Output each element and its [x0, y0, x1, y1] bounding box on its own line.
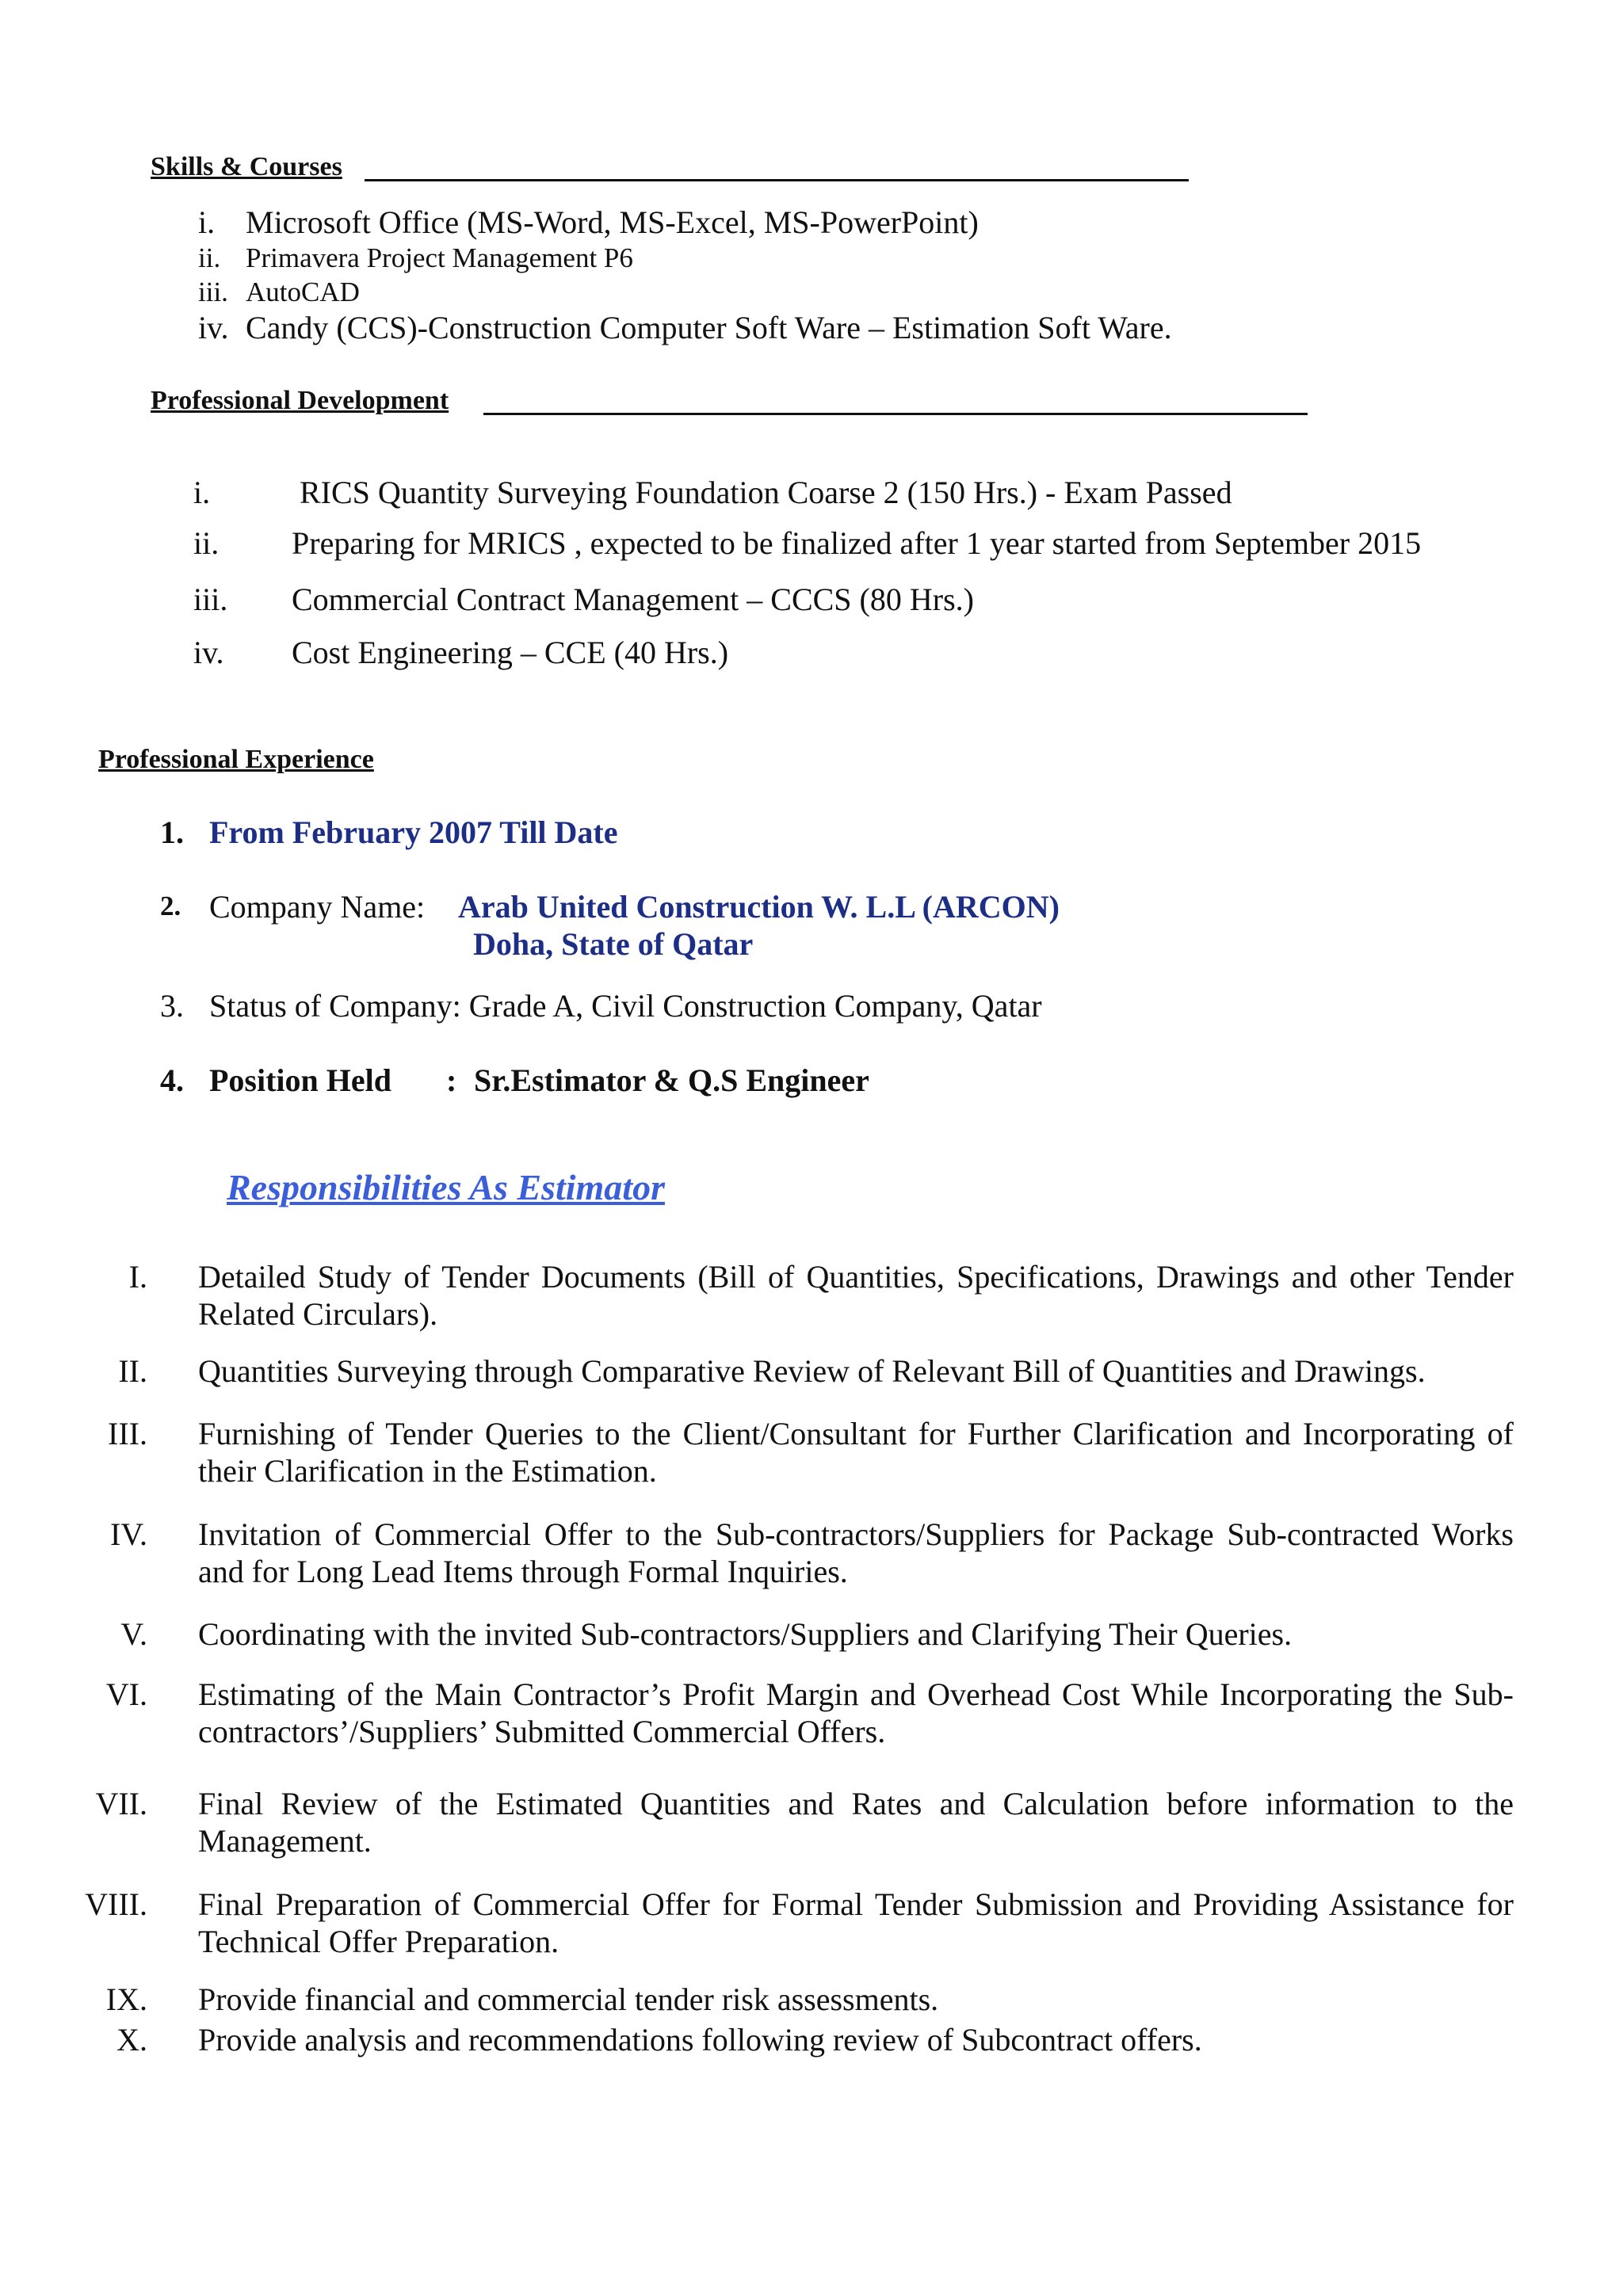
skills-heading: Skills & Courses [151, 152, 342, 181]
company-status: Status of Company: Grade A, Civil Construction Company, Qatar [209, 988, 1042, 1024]
status-num: 3. [160, 988, 184, 1024]
responsibility-text: Furnishing of Tender Queries to the Client/Consultant for Further Clarification and Incorporating of their Clarification in the Estimation. [198, 1416, 1514, 1489]
responsibility-text: Coordinating with the invited Sub-contractors/Suppliers and Clarifying Their Queries. [198, 1616, 1293, 1652]
responsibility-num: VIII. [85, 1886, 147, 1922]
development-item-text: Preparing for MRICS , expected to be finalized after 1 year started from September 2015 [292, 525, 1422, 561]
skills-item-num: iii. [198, 277, 228, 307]
responsibility-num: VI. [105, 1676, 147, 1712]
responsibility-text: Invitation of Commercial Offer to the Sub-contractors/Suppliers for Package Sub-contracted Works and for Long Lead Items through Formal Inquiries. [198, 1516, 1514, 1589]
responsibility-text: Detailed Study of Tender Documents (Bill of Quantities, Specifications, Drawings and other Tender Related Circulars). [198, 1259, 1514, 1332]
development-item-num: iii. [193, 582, 228, 617]
skills-item-num: ii. [198, 242, 221, 273]
skills-item-num: iv. [198, 310, 229, 345]
company-num: 2. [160, 891, 181, 921]
employment-period: From February 2007 Till Date [209, 814, 618, 850]
development-item-text: Cost Engineering – CCE (40 Hrs.) [292, 635, 729, 670]
responsibility-text: Final Review of the Estimated Quantities and Rates and Calculation before information to the Management. [198, 1786, 1514, 1859]
responsibility-text: Final Preparation of Commercial Offer for Formal Tender Submission and Providing Assistance for Technical Offer Preparation. [198, 1886, 1514, 1959]
period-num: 1. [160, 814, 184, 850]
development-item-num: iv. [193, 635, 224, 670]
responsibility-text: Estimating of the Main Contractor’s Profit Margin and Overhead Cost While Incorporating the Sub-contractors’/Suppliers’ Submitted Commercial Offers. [198, 1676, 1514, 1749]
responsibility-num: IV. [109, 1516, 147, 1552]
responsibility-text: Quantities Surveying through Comparative Review of Relevant Bill of Quantities and Drawings. [198, 1353, 1426, 1389]
responsibility-text: Provide financial and commercial tender risk assessments. [198, 1981, 939, 2017]
development-heading-rule [483, 413, 1308, 415]
development-item-text: Commercial Contract Management – CCCS (80 Hrs.) [292, 582, 974, 617]
position-num: 4. [160, 1062, 184, 1098]
responsibility-text: Provide analysis and recommendations following review of Subcontract offers. [198, 2022, 1202, 2058]
responsibility-num: II. [118, 1353, 147, 1389]
development-item-num: i. [193, 475, 211, 510]
company-name: Arab United Construction W. L.L (ARCON) [458, 889, 1060, 925]
responsibility-num: III. [108, 1416, 147, 1451]
position-label: Position Held [209, 1062, 392, 1098]
skills-item-text: Candy (CCS)-Construction Computer Soft Ware – Estimation Soft Ware. [246, 310, 1172, 345]
position-value: Sr.Estimator & Q.S Engineer [474, 1062, 869, 1098]
responsibility-num: I. [128, 1259, 147, 1295]
experience-heading: Professional Experience [98, 745, 374, 774]
skills-item-text: Microsoft Office (MS-Word, MS-Excel, MS-PowerPoint) [246, 204, 979, 240]
company-location: Doha, State of Qatar [473, 926, 754, 962]
development-heading: Professional Development [151, 386, 449, 415]
responsibility-num: V. [120, 1616, 147, 1652]
company-label: Company Name: [209, 889, 426, 925]
skills-item-text: AutoCAD [246, 277, 360, 307]
skills-heading-rule [365, 179, 1189, 181]
responsibility-num: IX. [105, 1981, 147, 2017]
position-separator: : [446, 1062, 457, 1098]
responsibility-num: VII. [95, 1786, 147, 1821]
responsibilities-heading: Responsibilities As Estimator [227, 1167, 665, 1207]
development-item-text: RICS Quantity Surveying Foundation Coarse 2 (150 Hrs.) - Exam Passed [300, 475, 1232, 510]
skills-item-num: i. [198, 204, 216, 240]
responsibility-num: X. [116, 2022, 147, 2058]
development-item-num: ii. [193, 525, 220, 561]
skills-item-text: Primavera Project Management P6 [246, 242, 633, 273]
